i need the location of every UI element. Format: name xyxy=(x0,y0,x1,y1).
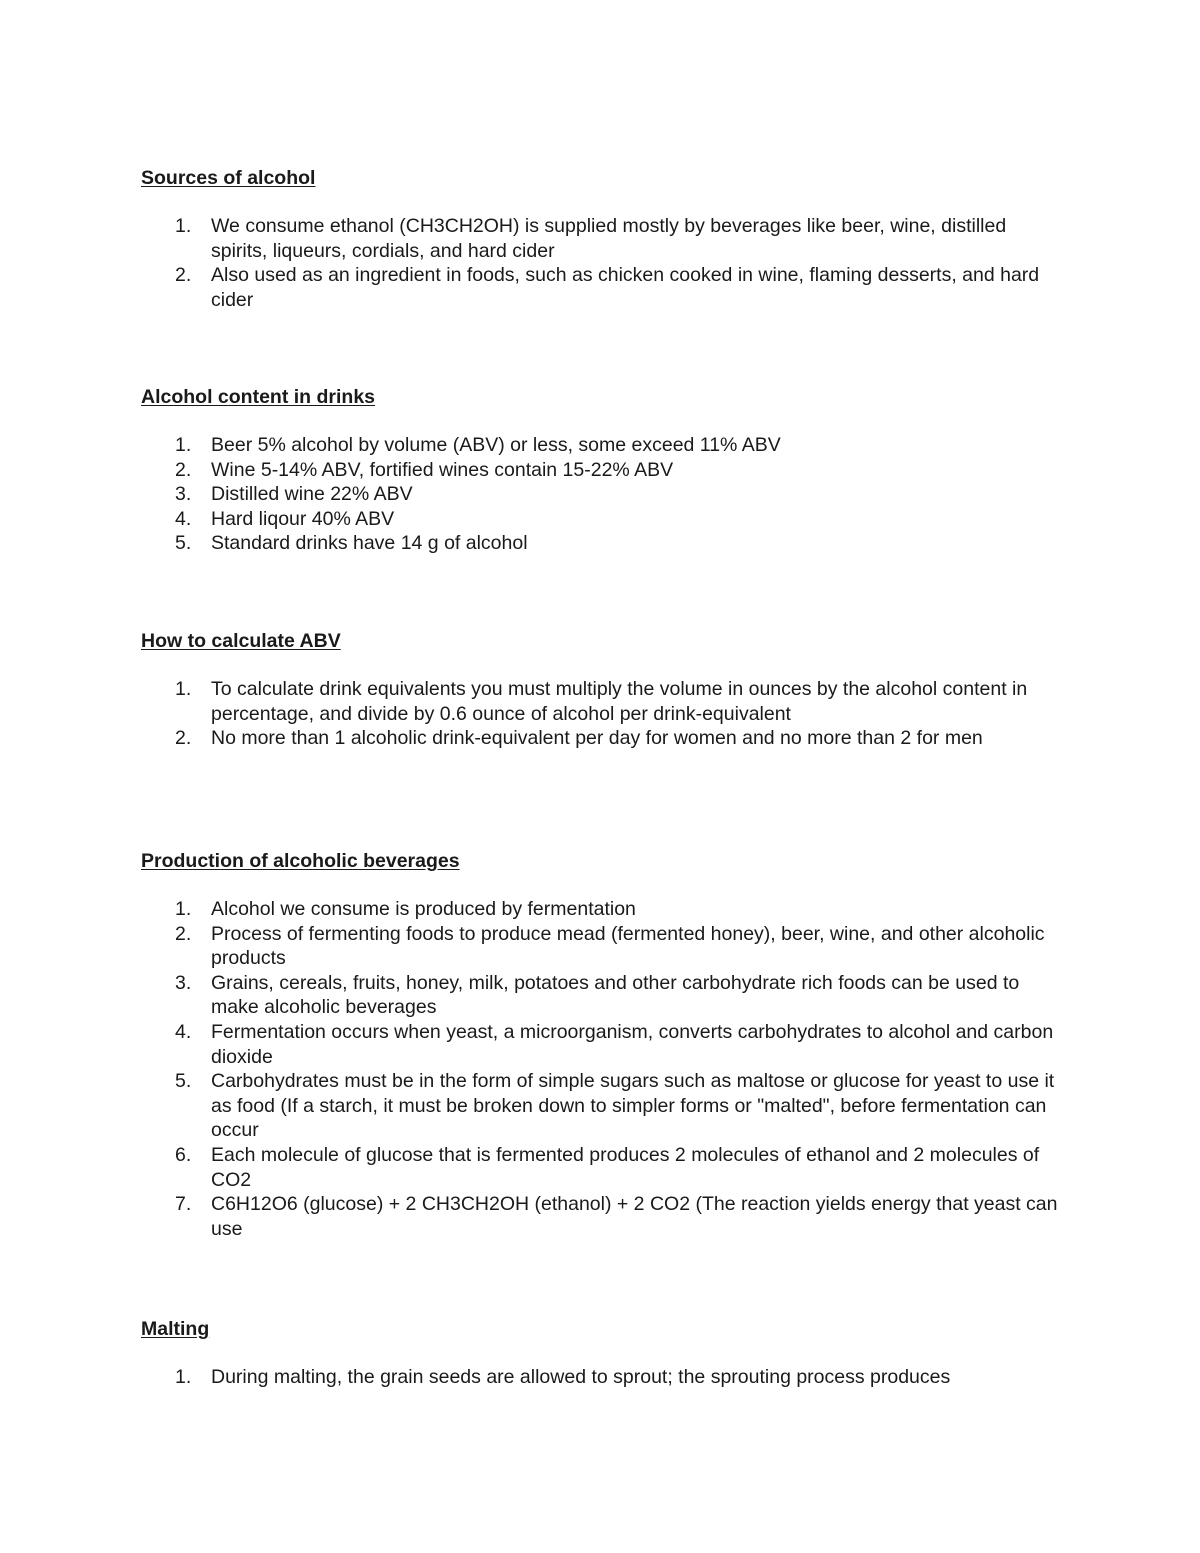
numbered-list xyxy=(141,214,1061,312)
section-calculate-abv xyxy=(141,629,1061,751)
section-alcohol-content xyxy=(141,385,1061,556)
list-item: 1. We consume ethanol (CH3CH2OH) is supplied mostly by beverages like beer, wine, distilled spirits, liqueurs, cordials, and hard cider xyxy=(175,215,1007,262)
section-production xyxy=(141,849,1061,1241)
section-heading: Malting xyxy=(141,1318,210,1340)
list-item: 2. Also used as an ingredient in foods, such as chicken cooked in wine, flaming desserts, and hard cider xyxy=(175,264,1040,311)
numbered-list xyxy=(141,433,1061,556)
list-item: 3. Grains, cereals, fruits, honey, milk, potatoes and other carbohydrate rich foods can be used to make alcoholic beverages xyxy=(175,971,1020,1019)
numbered-list xyxy=(141,1365,1061,1390)
list-item: 1. During malting, the grain seeds are allowed to sprout; the sprouting process produces xyxy=(175,1366,951,1388)
list-item: 2. Process of fermenting foods to produce mead (fermented honey), beer, wine, and other alcoholic products xyxy=(175,922,1045,970)
list-item: 4. Fermentation occurs when yeast, a microorganism, converts carbohydrates to alcohol and carbon dioxide xyxy=(175,1020,1054,1068)
list-item: 1. Beer 5% alcohol by volume (ABV) or less, some exceed 11% ABV xyxy=(175,434,781,456)
list-item: 3. Distilled wine 22% ABV xyxy=(175,483,413,506)
list-item: 4. Hard liqour 40% ABV xyxy=(175,507,395,530)
section-heading: Sources of alcohol xyxy=(141,167,316,189)
numbered-list xyxy=(141,897,1061,1241)
list-item: 2. No more than 1 alcoholic drink-equivalent per day for women and no more than 2 for men xyxy=(175,727,983,750)
section-heading: Production of alcoholic beverages xyxy=(141,850,460,872)
section-heading: Alcohol content in drinks xyxy=(141,386,376,408)
numbered-list xyxy=(141,677,1061,751)
list-item: 5. Carbohydrates must be in the form of simple sugars such as maltose or glucose for yeast to use it as food (If a starch, it must be broken down to simpler forms or "malted", before fermentation can occur xyxy=(175,1070,1055,1142)
list-item: 5. Standard drinks have 14 g of alcohol xyxy=(175,532,528,555)
list-item: 2. Wine 5-14% ABV, fortified wines contain 15-22% ABV xyxy=(175,458,674,481)
list-item: 6. Each molecule of glucose that is fermented produces 2 molecules of ethanol and 2 molecules of CO2 xyxy=(175,1143,1040,1191)
section-malting xyxy=(141,1317,1061,1390)
section-sources-of-alcohol xyxy=(141,166,1061,312)
list-item: 7. C6H12O6 (glucose) + 2 CH3CH2OH (ethanol) + 2 CO2 (The reaction yields energy that yeast can use xyxy=(175,1193,1058,1240)
list-item: 1. Alcohol we consume is produced by fermentation xyxy=(175,898,636,920)
section-heading: How to calculate ABV xyxy=(141,630,341,652)
list-item: 1. To calculate drink equivalents you must multiply the volume in ounces by the alcohol content in percentage, and divide by 0.6 ounce of alcohol per drink-equivalent xyxy=(175,678,1028,725)
